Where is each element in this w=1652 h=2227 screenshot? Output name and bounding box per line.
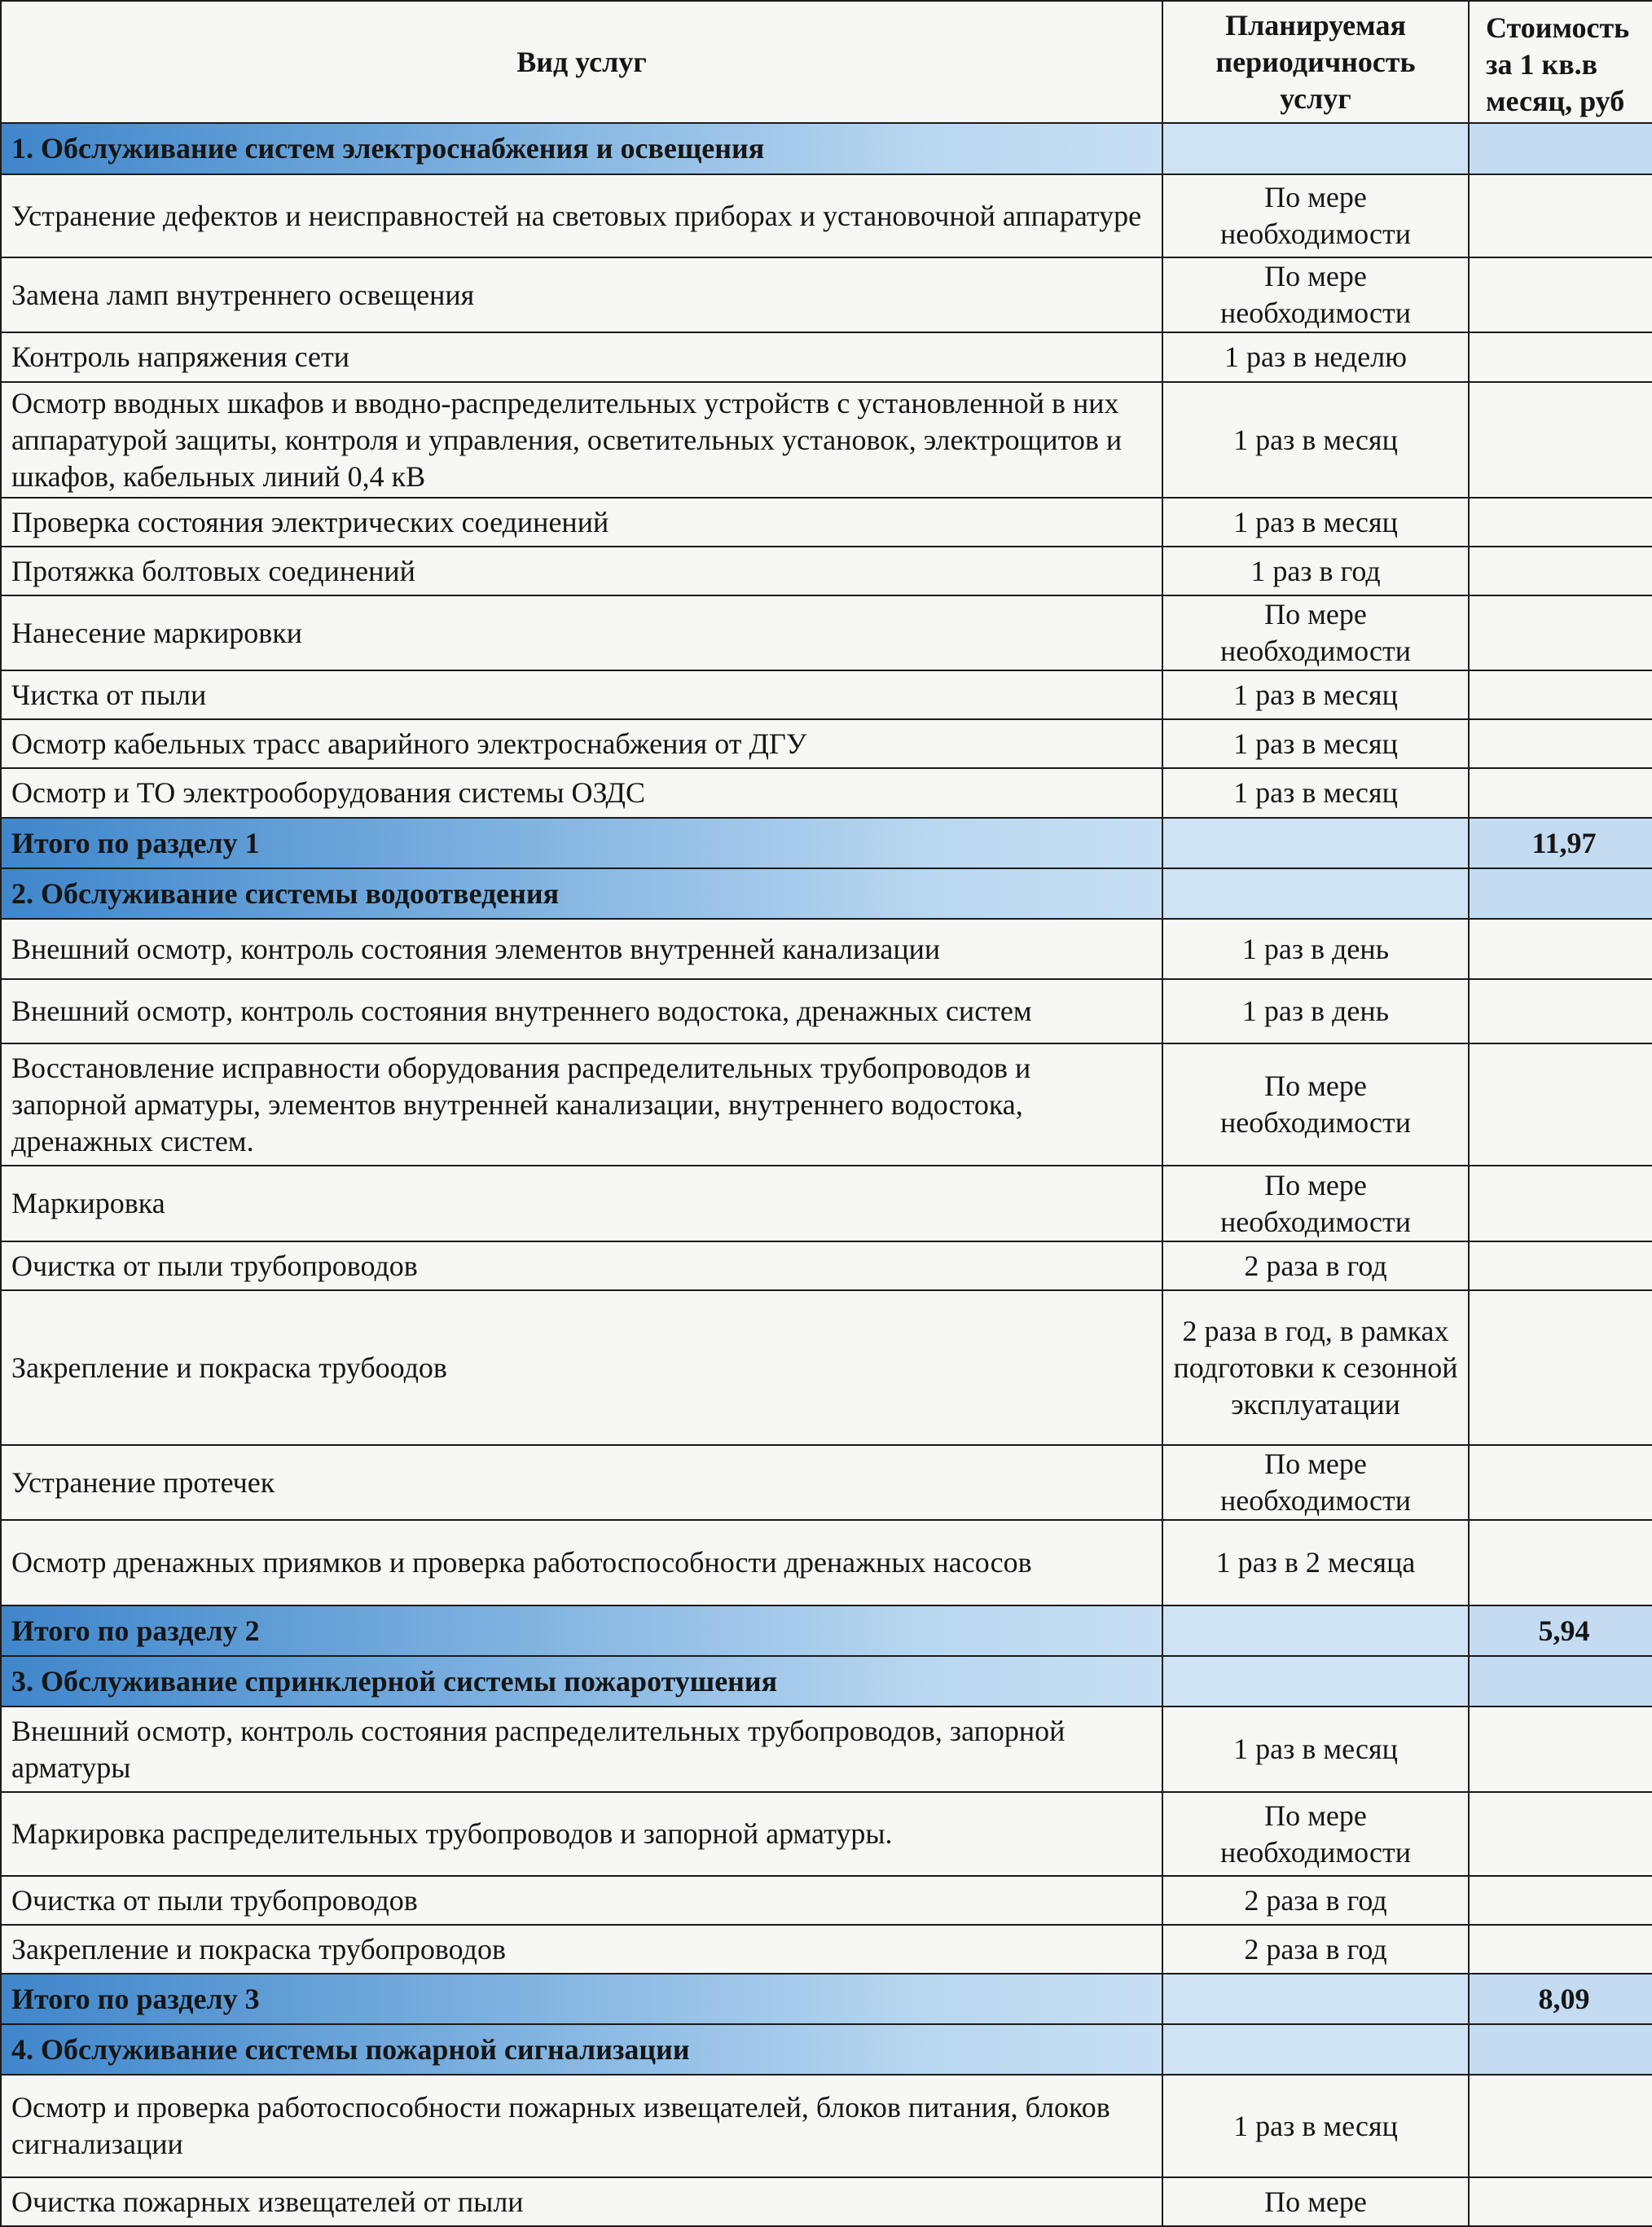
cell-cost <box>1469 1520 1652 1605</box>
cell-cost <box>1469 498 1652 547</box>
cell-frequency: По мере необходимости <box>1162 1445 1469 1520</box>
cell-service: 1. Обслуживание систем электроснабжения и освещения <box>1 123 1162 174</box>
cell-cost <box>1469 1792 1652 1876</box>
cell-frequency: 1 раз в месяц <box>1162 498 1469 547</box>
cell-service: Замена ламп внутреннего освещения <box>1 257 1162 332</box>
cell-frequency <box>1162 1656 1469 1706</box>
cell-cost <box>1469 1876 1652 1925</box>
cell-cost <box>1469 174 1652 257</box>
cell-service: Осмотр и проверка работоспособности пожарных извещателей, блоков питания, блоков сигнализации <box>1 2075 1162 2177</box>
cell-cost: 11,97 <box>1469 818 1652 868</box>
table-row <box>1 257 1652 332</box>
cell-cost: 5,94 <box>1469 1605 1652 1656</box>
table-row <box>1 174 1652 257</box>
cell-cost <box>1469 1445 1652 1520</box>
table-body <box>1 123 1652 2226</box>
table-row <box>1 595 1652 670</box>
cell-service: Проверка состояния электрических соединений <box>1 498 1162 547</box>
cell-cost <box>1469 768 1652 818</box>
table-row <box>1 1792 1652 1876</box>
cell-frequency: По мере необходимости <box>1162 174 1469 257</box>
table-row <box>1 1445 1652 1520</box>
cell-cost <box>1469 979 1652 1043</box>
table-row <box>1 1706 1652 1792</box>
cell-frequency: По мере необходимости <box>1162 257 1469 332</box>
cell-service: Контроль напряжения сети <box>1 332 1162 382</box>
cell-cost <box>1469 1656 1652 1706</box>
cell-cost <box>1469 257 1652 332</box>
table-row <box>1 768 1652 818</box>
cell-service: 4. Обслуживание системы пожарной сигнализации <box>1 2024 1162 2075</box>
table-row <box>1 498 1652 547</box>
cell-cost <box>1469 1925 1652 1974</box>
cell-cost: 8,09 <box>1469 1974 1652 2024</box>
table-row <box>1 1876 1652 1925</box>
cell-frequency: 1 раз в месяц <box>1162 2075 1469 2177</box>
cell-service: Очистка пожарных извещателей от пыли <box>1 2177 1162 2226</box>
cell-service: Устранение протечек <box>1 1445 1162 1520</box>
header-service: Вид услуг <box>1 1 1162 123</box>
cell-cost <box>1469 1166 1652 1241</box>
cell-frequency: 1 раз в неделю <box>1162 332 1469 382</box>
table-row <box>1 547 1652 595</box>
cell-frequency: 1 раз в год <box>1162 547 1469 595</box>
table-row <box>1 1520 1652 1605</box>
cell-service: Осмотр и ТО электрооборудования системы ОЗДС <box>1 768 1162 818</box>
cell-frequency <box>1162 1605 1469 1656</box>
section-total-row <box>1 1605 1652 1656</box>
cell-cost <box>1469 2177 1652 2226</box>
cell-frequency: 1 раз в месяц <box>1162 1706 1469 1792</box>
header-frequency: Планируемая периодичность услуг <box>1162 1 1469 123</box>
cell-service: Осмотр вводных шкафов и вводно-распределительных устройств с установленной в них аппаратурой защиты, контроля и управления, осветительных установок, электрощитов и шкафов, кабельных линий 0,4 кВ <box>1 382 1162 498</box>
cell-cost <box>1469 332 1652 382</box>
cell-frequency: По мере необходимости <box>1162 1166 1469 1241</box>
cell-service: Внешний осмотр, контроль состояния распределительных трубопроводов, запорной арматуры <box>1 1706 1162 1792</box>
cell-cost <box>1469 1706 1652 1792</box>
cell-cost <box>1469 547 1652 595</box>
table-row <box>1 332 1652 382</box>
section-header-row <box>1 123 1652 174</box>
table-row <box>1 2075 1652 2177</box>
cell-frequency <box>1162 2024 1469 2075</box>
table-row <box>1 382 1652 498</box>
table-row <box>1 719 1652 768</box>
cell-frequency: 2 раза в год <box>1162 1241 1469 1290</box>
cell-cost <box>1469 1290 1652 1445</box>
cell-service: Устранение дефектов и неисправностей на световых приборах и установочной аппаратуре <box>1 174 1162 257</box>
table-row <box>1 1290 1652 1445</box>
cell-frequency <box>1162 818 1469 868</box>
header-row <box>1 1 1652 123</box>
cell-frequency: 2 раза в год <box>1162 1876 1469 1925</box>
cell-cost <box>1469 719 1652 768</box>
cell-cost <box>1469 1043 1652 1166</box>
cell-service: Внешний осмотр, контроль состояния внутреннего водостока, дренажных систем <box>1 979 1162 1043</box>
cell-service: Нанесение маркировки <box>1 595 1162 670</box>
cell-service: Осмотр кабельных трасс аварийного электроснабжения от ДГУ <box>1 719 1162 768</box>
cell-frequency: 1 раз в месяц <box>1162 382 1469 498</box>
cell-service: Итого по разделу 3 <box>1 1974 1162 2024</box>
cell-service: Осмотр дренажных приямков и проверка работоспособности дренажных насосов <box>1 1520 1162 1605</box>
cell-service: Восстановление исправности оборудования распределительных трубопроводов и запорной арматуры, элементов внутренней канализации, внутреннего водостока, дренажных систем. <box>1 1043 1162 1166</box>
cell-service: Протяжка болтовых соединений <box>1 547 1162 595</box>
section-total-row <box>1 818 1652 868</box>
header-cost: Стоимость за 1 кв.в месяц, руб <box>1469 1 1652 123</box>
table-row <box>1 979 1652 1043</box>
table-row <box>1 1043 1652 1166</box>
cell-service: Маркировка <box>1 1166 1162 1241</box>
section-header-row <box>1 1656 1652 1706</box>
cell-frequency <box>1162 123 1469 174</box>
cell-service: Закрепление и покраска трубопроводов <box>1 1925 1162 1974</box>
cell-service: Внешний осмотр, контроль состояния элементов внутренней канализации <box>1 919 1162 979</box>
section-header-row <box>1 868 1652 919</box>
cell-frequency: По мере необходимости <box>1162 595 1469 670</box>
cell-service: Очистка от пыли трубопроводов <box>1 1876 1162 1925</box>
cell-cost <box>1469 2075 1652 2177</box>
cell-cost <box>1469 868 1652 919</box>
cell-service: Итого по разделу 2 <box>1 1605 1162 1656</box>
cell-cost <box>1469 595 1652 670</box>
table-row <box>1 919 1652 979</box>
cell-service: Чистка от пыли <box>1 670 1162 719</box>
cell-service: Маркировка распределительных трубопроводов и запорной арматуры. <box>1 1792 1162 1876</box>
cell-cost <box>1469 382 1652 498</box>
cell-frequency: 1 раз в 2 месяца <box>1162 1520 1469 1605</box>
cell-cost <box>1469 2024 1652 2075</box>
cell-service: Итого по разделу 1 <box>1 818 1162 868</box>
table-row <box>1 2177 1652 2226</box>
cell-frequency: По мере необходимости <box>1162 1792 1469 1876</box>
cell-service: 2. Обслуживание системы водоотведения <box>1 868 1162 919</box>
cell-cost <box>1469 123 1652 174</box>
cell-cost <box>1469 919 1652 979</box>
cell-service: Закрепление и покраска трубоодов <box>1 1290 1162 1445</box>
cell-cost <box>1469 1241 1652 1290</box>
cell-frequency: 1 раз в месяц <box>1162 768 1469 818</box>
cell-frequency: По мере необходимости <box>1162 1043 1469 1166</box>
table-row <box>1 1925 1652 1974</box>
table-row <box>1 1166 1652 1241</box>
section-total-row <box>1 1974 1652 2024</box>
cell-cost <box>1469 670 1652 719</box>
table-row <box>1 1241 1652 1290</box>
cell-frequency: 2 раза в год <box>1162 1925 1469 1974</box>
cell-service: 3. Обслуживание спринклерной системы пожаротушения <box>1 1656 1162 1706</box>
cell-frequency <box>1162 1974 1469 2024</box>
cell-service: Очистка от пыли трубопроводов <box>1 1241 1162 1290</box>
cell-frequency: 1 раз в день <box>1162 979 1469 1043</box>
cell-frequency: 1 раз в месяц <box>1162 719 1469 768</box>
cell-frequency <box>1162 868 1469 919</box>
cell-frequency: 2 раза в год, в рамках подготовки к сезонной эксплуатации <box>1162 1290 1469 1445</box>
cell-frequency: По мере <box>1162 2177 1469 2226</box>
section-header-row <box>1 2024 1652 2075</box>
cell-frequency: 1 раз в месяц <box>1162 670 1469 719</box>
cell-frequency: 1 раз в день <box>1162 919 1469 979</box>
table-row <box>1 670 1652 719</box>
